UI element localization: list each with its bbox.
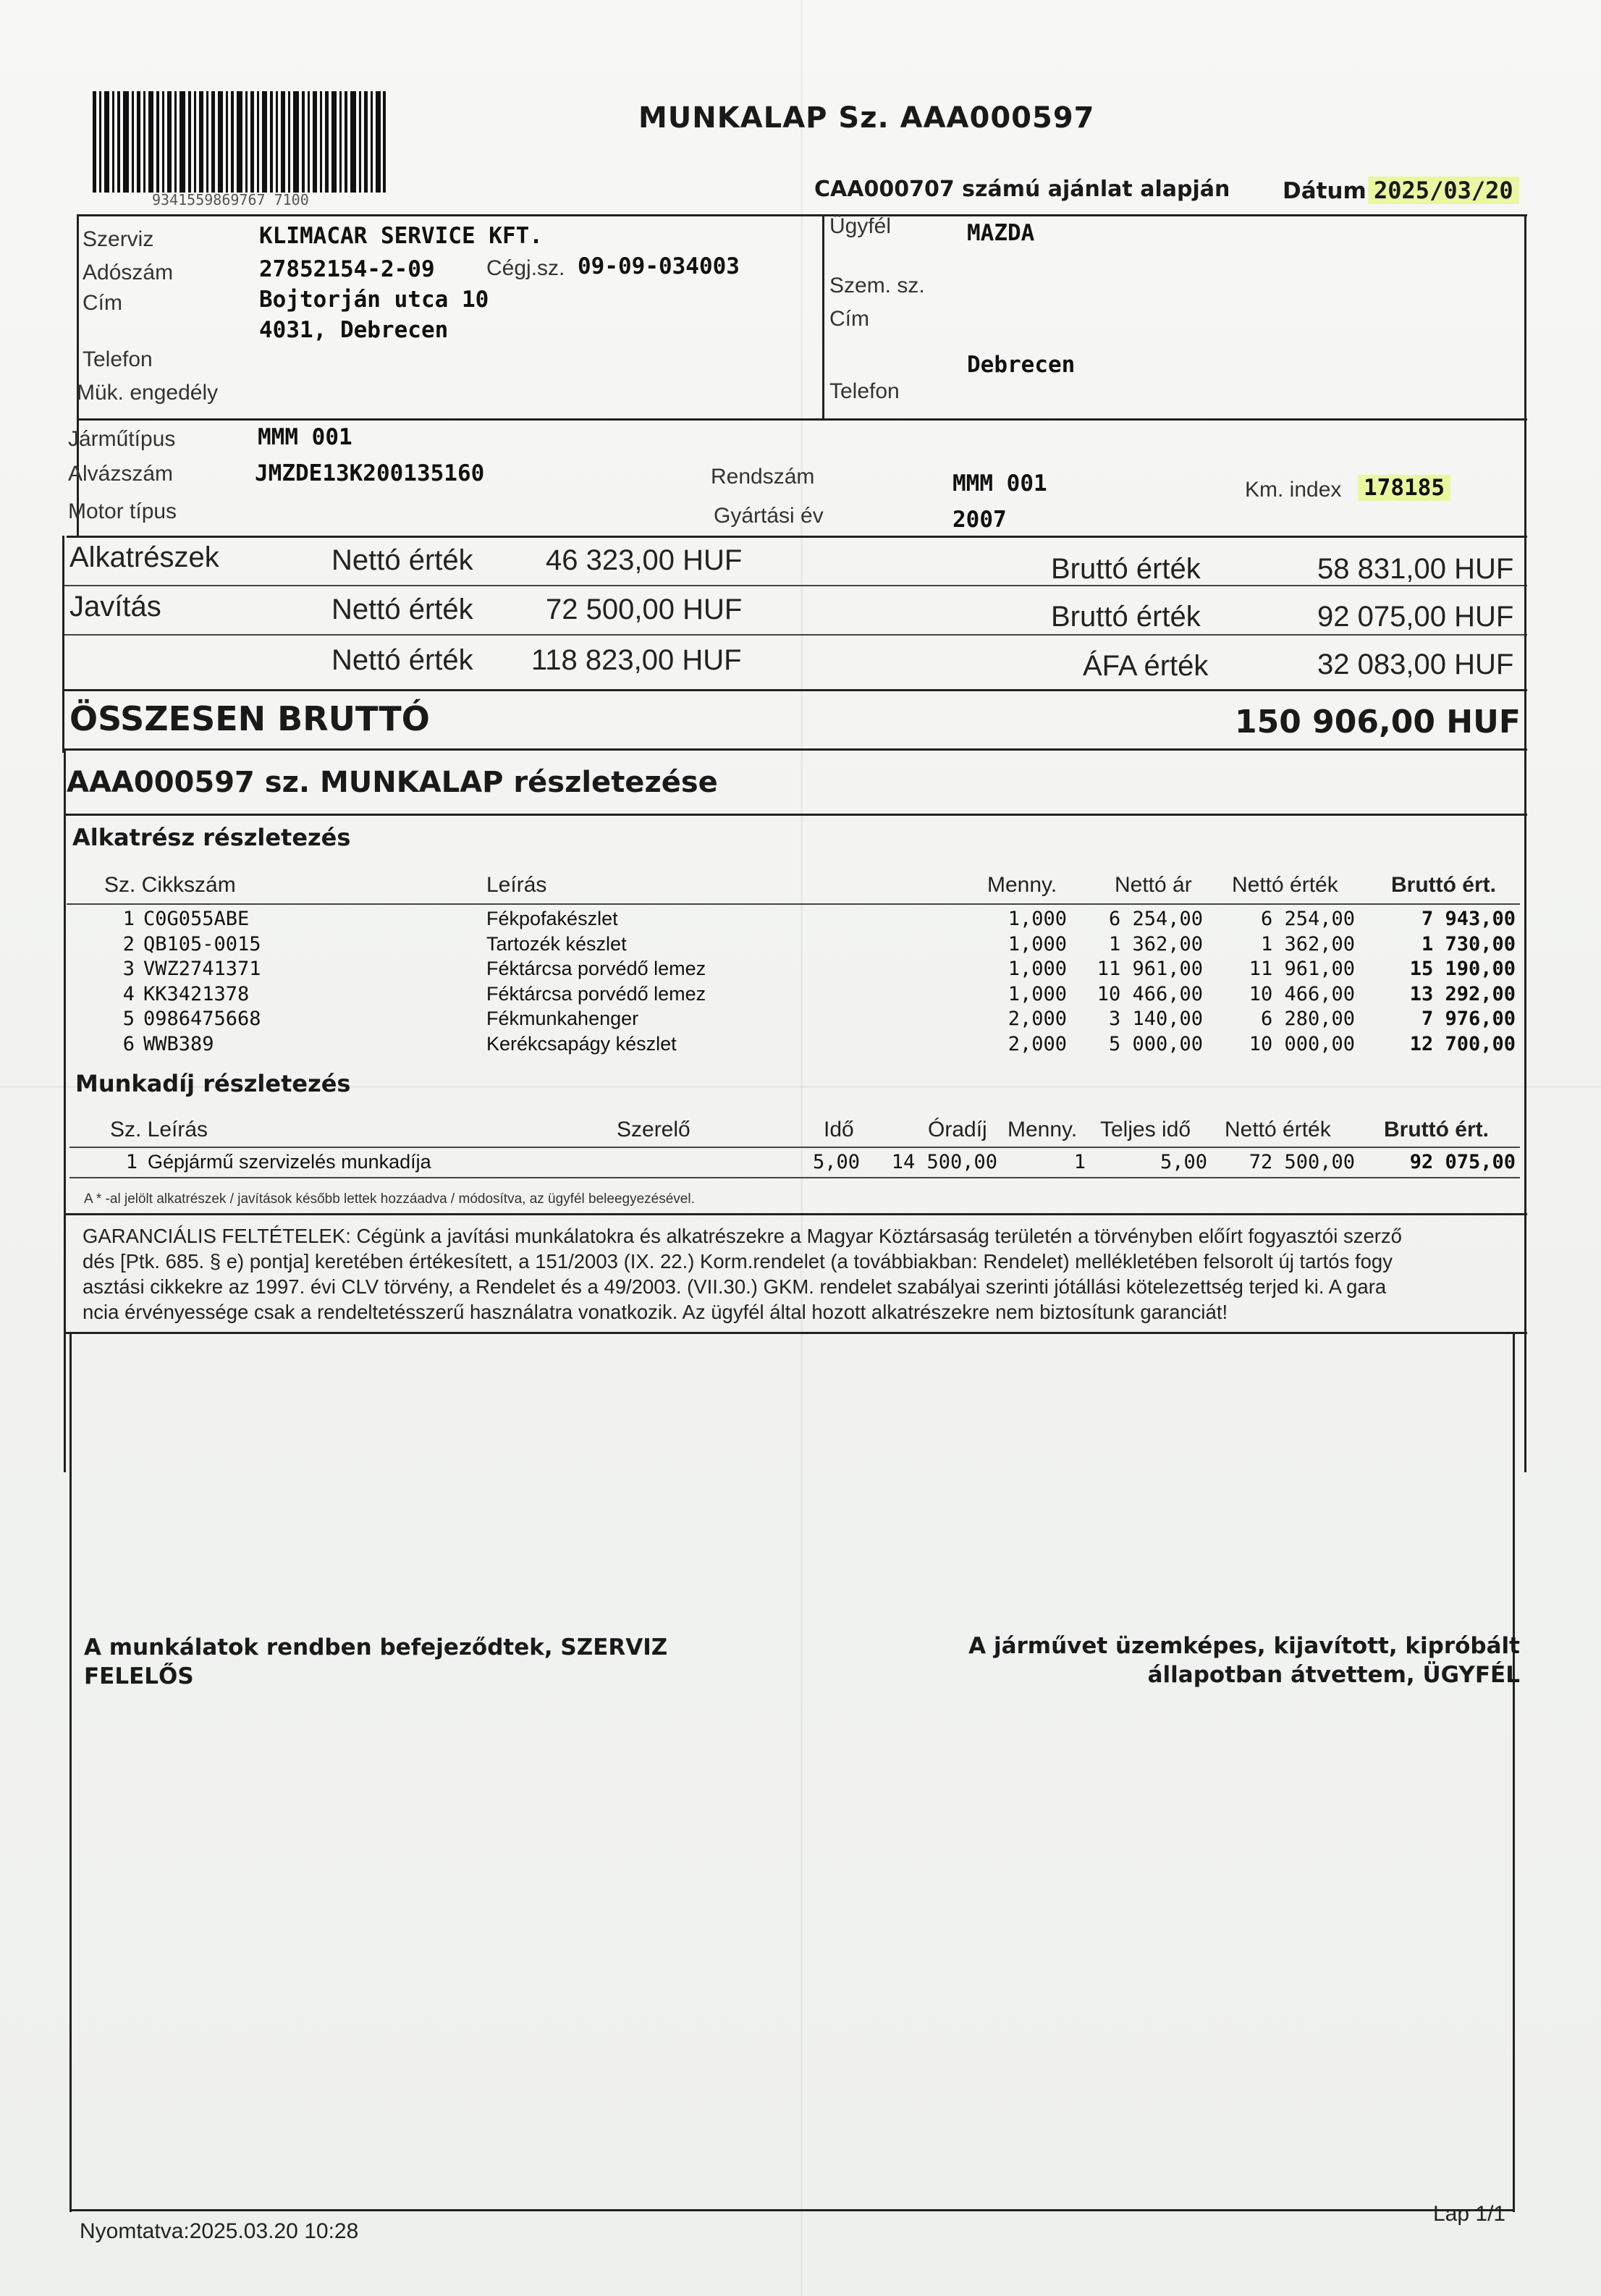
parts-cell-gross: 15 190,00 [1409, 958, 1516, 980]
parts-cell-net: 11 961,00 [1249, 958, 1355, 980]
year-value: 2007 [952, 507, 1007, 533]
parts-cell-gross: 1 730,00 [1421, 932, 1516, 955]
parts-cell-unit: 11 961,00 [1097, 958, 1203, 980]
warranty-line-3: asztási cikkekre az 1997. évi CLV törvény, a Rendelet és a 49/2003. (VII.30.) GKM. rendelet szabályai szerinti jótállási kötelezettség terjed ki. A gara [83, 1275, 1387, 1298]
parts-cell-code: QB105-0015 [143, 932, 261, 955]
vat-value: 32 083,00 HUF [1317, 649, 1514, 680]
parts-cell-desc: Kerékcsapágy készlet [486, 1032, 677, 1055]
date-label: Dátum [1283, 178, 1366, 204]
labor-col-rate: Óradíj [928, 1118, 987, 1141]
customer-id-label: Szem. sz. [829, 274, 925, 297]
barcode-number: 9341559869767 7100 [152, 191, 309, 208]
parts-cell-gross: 13 292,00 [1409, 982, 1516, 1005]
parts-cell-desc: Tartozék készlet [486, 932, 627, 955]
total-net-value: 118 823,00 HUF [531, 644, 742, 676]
vehicle-type-label: Járműtípus [68, 427, 176, 451]
parts-gross-value: 58 831,00 HUF [1317, 553, 1514, 585]
parts-col-desc: Leírás [486, 873, 547, 897]
labor-net-value: 72 500,00 HUF [546, 594, 743, 625]
company-reg-label: Cégj.sz. [486, 256, 565, 280]
vehicle-type: MMM 001 [258, 424, 352, 450]
grand-total-value: 150 906,00 HUF [1235, 704, 1521, 740]
parts-cell-desc: Féktárcsa porvédő lemez [486, 982, 706, 1005]
labor-col-qty: Menny. [1008, 1118, 1078, 1141]
grand-total-label: ÖSSZESEN BRUTTÓ [69, 699, 430, 738]
parts-col-gross: Bruttó ért. [1391, 873, 1496, 897]
vat-label: ÁFA érték [1083, 650, 1209, 682]
labor-col-gross: Bruttó ért. [1384, 1118, 1489, 1141]
parts-cell-code: C0G055ABE [143, 908, 250, 930]
page-number: Lap 1/1 [1433, 2202, 1506, 2226]
parts-col-net: Nettó érték [1232, 873, 1338, 897]
parts-cell-desc: Fékpofakészlet [486, 908, 618, 929]
parts-gross-label: Bruttó érték [1051, 553, 1201, 585]
parts-summary-label: Alkatrészek [69, 541, 219, 573]
customer-phone-label: Telefon [829, 379, 900, 403]
parts-col-no: Sz. Cikkszám [104, 873, 236, 897]
parts-cell-net: 1 362,00 [1260, 932, 1355, 955]
service-label: Szerviz [83, 227, 154, 251]
parts-cell-qty: 2,000 [1008, 1032, 1067, 1055]
parts-cell-unit: 6 254,00 [1108, 908, 1203, 930]
parts-cell-no: 5 [122, 1008, 135, 1030]
plate-label: Rendszám [711, 465, 815, 489]
parts-cell-unit: 5 000,00 [1108, 1032, 1203, 1055]
parts-cell-net: 10 466,00 [1249, 982, 1355, 1005]
labor-col-total-time: Teljes idő [1100, 1118, 1191, 1141]
license-label: Mük. engedély [77, 381, 219, 405]
labor-col-net: Nettó érték [1225, 1118, 1331, 1141]
customer-city: Debrecen [967, 352, 1076, 378]
parts-cell-qty: 1,000 [1008, 932, 1067, 955]
labor-cell-total_time: 5,00 [1159, 1151, 1207, 1173]
km-label: Km. index [1245, 478, 1342, 502]
parts-cell-unit: 1 362,00 [1108, 932, 1203, 955]
company-reg: 09-09-034003 [578, 253, 740, 279]
customer-name: MAZDA [967, 220, 1035, 246]
labor-cell-desc: Gépjármű szervizelés munkadíja [148, 1151, 431, 1173]
parts-cell-net: 6 280,00 [1260, 1008, 1355, 1030]
parts-cell-qty: 2,000 [1008, 1008, 1067, 1030]
parts-cell-unit: 10 466,00 [1097, 982, 1203, 1005]
labor-cell-time: 5,00 [812, 1151, 860, 1173]
labor-section-title: Munkadíj részletezés [75, 1070, 351, 1097]
tax-number: 27852154-2-09 [259, 256, 435, 282]
signature-service [84, 1633, 667, 1691]
parts-cell-code: KK3421378 [143, 982, 250, 1005]
signature-service-line-2: FELELŐS [84, 1663, 194, 1689]
service-name: KLIMACAR SERVICE KFT. [259, 223, 543, 249]
parts-cell-no: 3 [122, 958, 135, 980]
warranty-line-2: dés [Ptk. 685. § e) pontja] keretében értékesített, a 151/2003 (IX. 22.) Korm.rendelet (a továbbiakban: Rendelet) mellékletében felsorolt új tartós fogy [83, 1250, 1393, 1272]
parts-cell-qty: 1,000 [1008, 908, 1067, 930]
service-address-1: Bojtorján utca 10 [259, 287, 489, 313]
address-label: Cím [83, 291, 122, 315]
service-address-2: 4031, Debrecen [259, 317, 449, 343]
parts-cell-code: 0986475668 [143, 1008, 261, 1030]
parts-cell-no: 1 [122, 908, 135, 930]
parts-cell-desc: Féktárcsa porvédő lemez [486, 958, 706, 979]
parts-section-title: Alkatrész részletezés [72, 824, 351, 851]
parts-cell-no: 6 [122, 1032, 135, 1055]
parts-col-qty: Menny. [987, 873, 1057, 897]
page-title: MUNKALAP Sz. AAA000597 [638, 101, 1095, 135]
fold-crease-vertical [800, 0, 803, 2296]
vin-value: JMZDE13K200135160 [255, 460, 485, 486]
warranty-line-1: GARANCIÁLIS FELTÉTELEK: Cégünk a javítási munkálatokra és alkatrészekre a Magyar Köztársaság területén a törvényben előírt fogyasztói szerző [83, 1225, 1402, 1247]
parts-cell-gross: 7 976,00 [1421, 1008, 1516, 1030]
labor-cell-gross: 92 075,00 [1409, 1151, 1516, 1173]
labor-cell-rate: 14 500,00 [891, 1151, 997, 1173]
signature-service-line-1: A munkálatok rendben befejeződtek, SZERVIZ [84, 1634, 668, 1660]
signature-customer-line-2: állapotban átvettem, ÜGYFÉL [1147, 1662, 1520, 1688]
parts-cell-no: 4 [122, 982, 135, 1005]
parts-cell-gross: 7 943,00 [1421, 908, 1516, 930]
plate-value: MMM 001 [952, 470, 1047, 497]
vin-label: Alvázszám [68, 462, 174, 486]
signature-customer [955, 1632, 1520, 1689]
parts-net-value: 46 323,00 HUF [546, 544, 743, 576]
parts-cell-code: VWZ2741371 [143, 958, 261, 980]
offer-note: CAA000707 számú ajánlat alapján [814, 177, 1230, 202]
year-label: Gyártási év [714, 504, 824, 528]
tax-label: Adószám [83, 261, 174, 284]
barcode-image [93, 91, 386, 193]
parts-cell-gross: 12 700,00 [1409, 1032, 1516, 1055]
parts-cell-no: 2 [122, 932, 135, 955]
footnote: A * -al jelölt alkatrészek / javítások később lettek hozzáadva / módosítva, az ügyfél beleegyezésével. [84, 1191, 695, 1207]
parts-cell-unit: 3 140,00 [1108, 1008, 1203, 1030]
parts-cell-code: WWB389 [143, 1032, 214, 1055]
total-net-label: Nettó érték [331, 644, 473, 676]
barcode [93, 91, 386, 193]
labor-col-tech: Szerelő [617, 1118, 690, 1141]
details-title: AAA000597 sz. MUNKALAP részletezése [67, 766, 718, 799]
labor-cell-no: 1 [125, 1151, 138, 1173]
parts-cell-qty: 1,000 [1008, 982, 1067, 1005]
warranty-text [83, 1223, 1402, 1325]
warranty-line-4: ncia érvényessége csak a rendeltetésszerű használatra vonatkozik. Az ügyfél által hozott alkatrészekre nem biztosítunk garanciát! [83, 1301, 1228, 1323]
labor-summary-label: Javítás [69, 591, 161, 622]
parts-cell-desc: Fékmunkahenger [486, 1008, 639, 1029]
phone-label: Telefon [83, 347, 153, 371]
fold-crease-horizontal [0, 1086, 1601, 1088]
km-value: 178185 [1358, 475, 1450, 501]
signature-customer-line-1: A járművet üzemképes, kijavított, kipróbált [968, 1633, 1520, 1659]
labor-col-time: Idő [824, 1118, 854, 1141]
customer-label: Ügyfél [829, 214, 892, 238]
customer-address-label: Cím [829, 307, 869, 331]
parts-cell-net: 10 000,00 [1249, 1032, 1355, 1055]
parts-net-label: Nettó érték [331, 544, 473, 576]
engine-label: Motor típus [68, 499, 177, 523]
printed-timestamp: Nyomtatva:2025.03.20 10:28 [80, 2219, 359, 2243]
labor-net-label: Nettó érték [331, 594, 473, 625]
parts-cell-qty: 1,000 [1008, 958, 1067, 980]
labor-gross-value: 92 075,00 HUF [1317, 601, 1514, 633]
labor-cell-net: 72 500,00 [1249, 1151, 1355, 1173]
parts-cell-net: 6 254,00 [1260, 908, 1355, 930]
labor-gross-label: Bruttó érték [1051, 601, 1201, 633]
parts-col-unit: Nettó ár [1115, 873, 1192, 897]
labor-col-no: Sz. Leírás [110, 1118, 208, 1141]
date-value: 2025/03/20 [1368, 177, 1519, 204]
labor-cell-qty: 1 [1073, 1151, 1086, 1173]
